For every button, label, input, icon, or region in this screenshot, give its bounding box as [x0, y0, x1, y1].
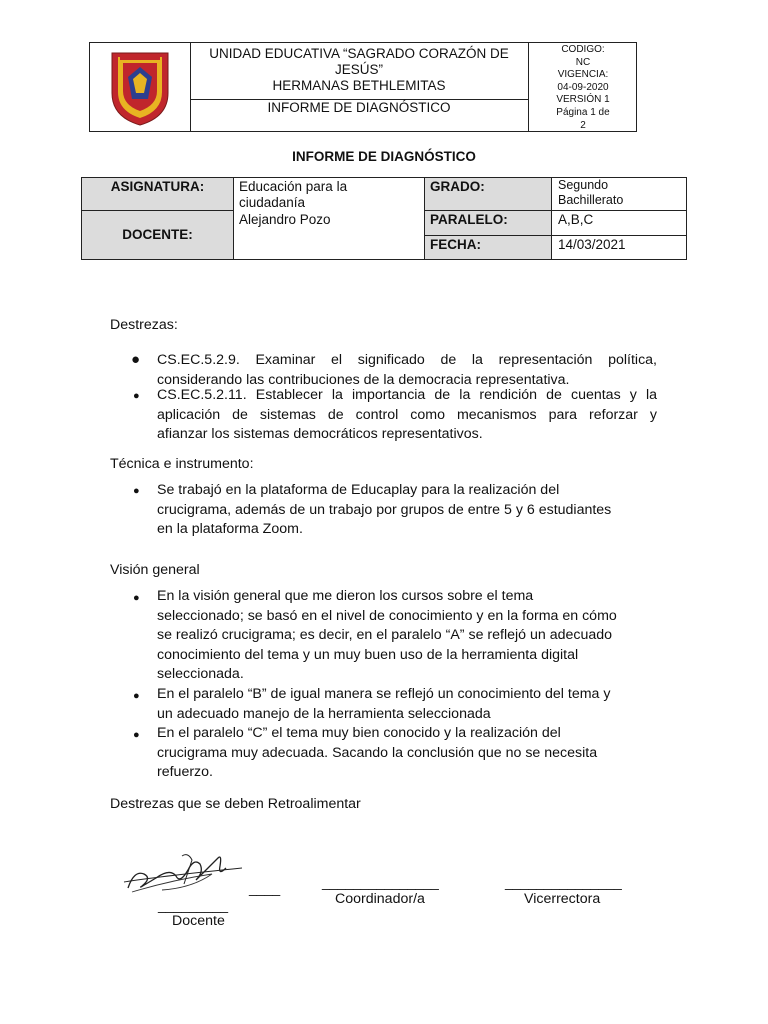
institution-line-2: JESÚS”	[334, 62, 383, 77]
parallel-label: PARALELO:	[430, 212, 508, 227]
version: VERSIÓN 1	[556, 94, 610, 106]
institution-line-1: UNIDAD EDUCATIVA “SAGRADO CORAZÓN DE	[209, 46, 509, 61]
subject-line-1: Educación para la	[239, 179, 348, 194]
technique-line-3: en la plataforma Zoom.	[157, 521, 303, 537]
school-crest-logo	[90, 43, 190, 131]
technique-line-1: Se trabajó en la plataforma de Educaplay para la realización del	[157, 482, 560, 498]
document-header	[89, 42, 637, 132]
overview-item-1	[157, 587, 667, 685]
bullet-icon: ●	[131, 351, 141, 368]
header-institution-block	[190, 43, 528, 100]
congregation-name: HERMANAS BETHLEMITAS	[272, 78, 446, 93]
signature-docente-label: Docente	[172, 913, 225, 929]
divider	[551, 178, 552, 259]
overview-3-line-3: refuerzo.	[157, 764, 213, 780]
technique-item	[157, 481, 667, 540]
feedback-heading: Destrezas que se deben Retroalimentar	[110, 796, 361, 812]
skill-2-line-2: aplicación de sistemas de control como mecanismos para reforzar y	[157, 406, 657, 423]
grade-label: GRADO:	[430, 179, 485, 194]
grade-line-2: Bachillerato	[558, 193, 624, 207]
bullet-icon: ●	[133, 390, 140, 402]
signature-line-docente: _________	[158, 897, 229, 913]
skill-item-2	[157, 386, 657, 445]
overview-1-line-4: conocimiento del tema y un muy buen uso de la herramienta digital	[157, 646, 579, 663]
skill-1-line-1: CS.EC.5.2.9. Examinar el significado de la representación política,	[157, 352, 657, 368]
overview-3-line-1: En el paralelo “C” el tema muy bien conocido y la realización del	[157, 725, 561, 741]
header-doc-name	[190, 100, 528, 131]
bullet-icon: ●	[133, 690, 140, 702]
overview-item-3	[157, 724, 667, 783]
bullet-icon: ●	[133, 485, 140, 497]
code-value: NC	[575, 56, 591, 68]
signature-vice-label: Vicerrectora	[524, 891, 601, 907]
overview-1-line-3: se realizó crucigrama; es decir, en el paralelo “A” se reflejó un adecuado	[157, 627, 613, 643]
validity-value: 04-09-2020	[557, 81, 609, 93]
overview-1-line-5: seleccionada.	[157, 666, 244, 682]
divider	[233, 178, 234, 259]
signature-coordinator-label: Coordinador/a	[335, 891, 425, 907]
technique-line-2: crucigrama, además de un trabajo por grupos de entre 5 y 6 estudiantes	[157, 501, 612, 518]
code-label: CODIGO:	[561, 44, 605, 55]
signature-line-short: ____	[249, 880, 281, 896]
overview-1-line-1: En la visión general que me dieron los cursos sobre el tema	[157, 588, 534, 604]
subject-label: ASIGNATURA:	[110, 179, 205, 194]
handwritten-signature	[122, 848, 247, 896]
overview-3-line-2: crucigrama muy adecuada. Sacando la conclusión que no se necesita	[157, 744, 598, 761]
overview-heading: Visión general	[110, 562, 200, 578]
date-value: 14/03/2021	[558, 237, 626, 252]
signature-line-vice: _______________	[505, 874, 622, 890]
page-title: INFORME DE DIAGNÓSTICO	[292, 149, 476, 164]
teacher-value: Alejandro Pozo	[239, 212, 331, 227]
header-meta-cell	[529, 43, 637, 132]
validity-label: VIGENCIA:	[557, 69, 609, 81]
subject-value	[239, 179, 419, 211]
bullet-icon: ●	[133, 592, 140, 604]
overview-1-line-2: seleccionado; se basó en el nivel de conocimiento y en la forma en cómo	[157, 607, 617, 624]
skills-heading: Destrezas:	[110, 317, 178, 333]
logo-cell	[90, 43, 191, 131]
page-line-1: Página 1 de	[556, 106, 610, 118]
header-title-cell	[190, 43, 529, 131]
bullet-icon: ●	[133, 729, 140, 741]
grade-value	[558, 178, 623, 208]
skill-2-line-3: afianzar los sistemas democráticos representativos.	[157, 426, 483, 442]
skill-item-1	[157, 351, 657, 390]
skill-2-line-1: CS.EC.5.2.11. Establecer la importancia de la rendición de cuentas y la	[157, 387, 657, 403]
overview-2-line-2: un adecuado manejo de la herramienta seleccionada	[157, 705, 491, 722]
technique-heading: Técnica e instrumento:	[110, 456, 254, 472]
overview-2-line-1: En el paralelo “B” de igual manera se reflejó un conocimiento del tema y	[157, 686, 611, 702]
overview-item-2	[157, 685, 667, 724]
signature-line-coordinator: _______________	[322, 874, 439, 890]
subject-line-2: ciudadanía	[239, 195, 306, 210]
date-label: FECHA:	[430, 237, 481, 252]
skill-1-line-2: considerando las contribuciones de la democracia representativa.	[157, 371, 570, 388]
doc-name: INFORME DE DIAGNÓSTICO	[267, 100, 451, 115]
grade-line-1: Segundo	[558, 178, 609, 192]
info-table	[81, 177, 687, 260]
page-line-2: 2	[580, 119, 586, 131]
parallel-value: A,B,C	[558, 212, 594, 227]
teacher-label: DOCENTE:	[122, 227, 193, 242]
